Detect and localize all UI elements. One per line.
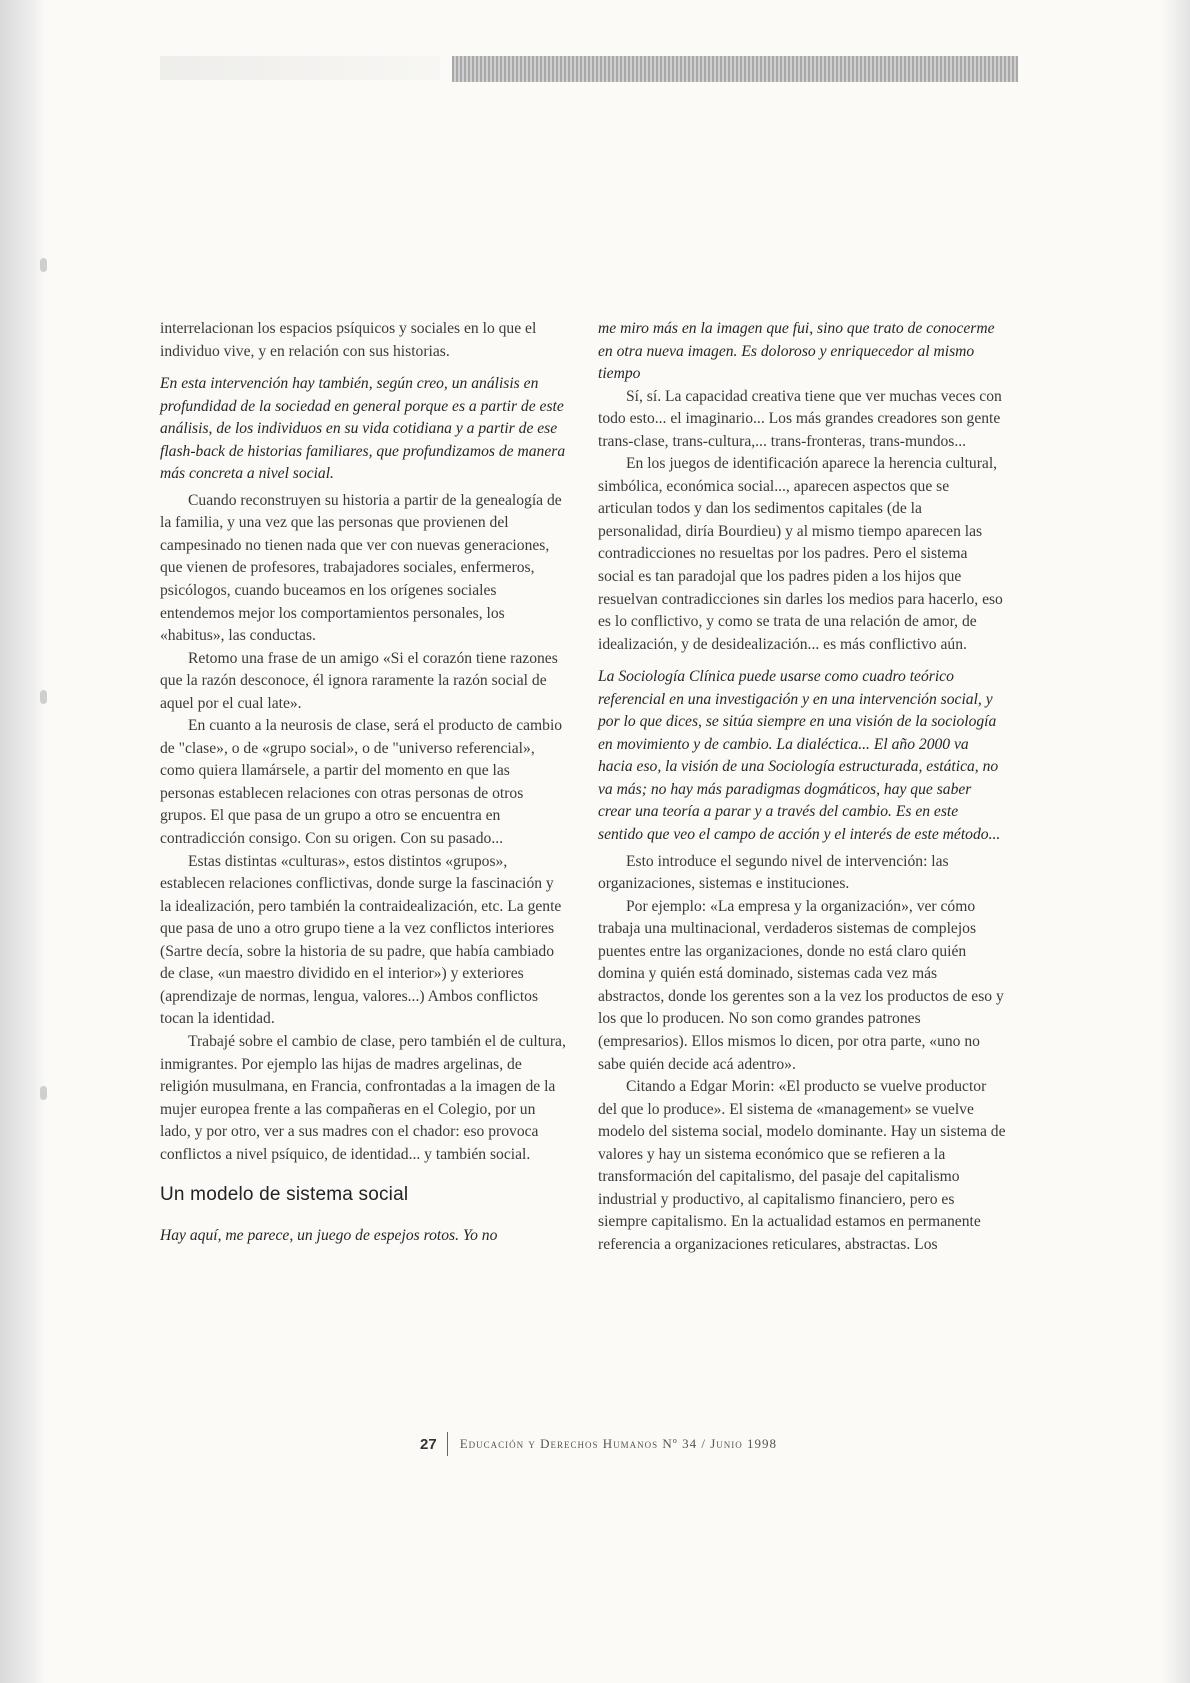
paragraph: Esto introduce el segundo nivel de intervención: las organizaciones, sistemas e instituciones.	[598, 852, 949, 893]
binding-hole	[40, 258, 47, 272]
interview-question: La Sociología Clínica puede usarse como cuadro teórico referencial en una investigación y en una intervención social, y por lo que dices, se sitúa siempre en una visión de la sociología en movimiento y de cambio. La dialéctica... El año 2000 va hacia eso, la visión de una Sociología estructurada, estática, no va más; no hay más paradigmas dogmáticos, hay que saber crear una teoría a parar y a través del cambio. Es en este sentido que veo el campo de acción y el interés de este método...	[598, 668, 1001, 844]
paragraph: Por ejemplo: «La empresa y la organización», ver cómo trabaja una multinacional, verdaderos sistemas de complejos puentes entre las organizaciones, donde no está claro quién domina y quién está dominado, sistemas cada vez más abstractos, donde los gerentes son a la vez los productos de eso y los que lo producen. No son como grandes patrones (empresarios). Ellos mismos lo dicen, por otra parte, «uno no sabe quién decide acá adentro».	[598, 897, 1004, 1073]
page-binding-shadow	[0, 0, 46, 1683]
page-edge-shadow	[1162, 0, 1190, 1683]
paragraph: Retomo una frase de un amigo «Si el corazón tiene razones que la razón desconoce, él ignora raramente la razón social de aquel por el cual late».	[160, 649, 558, 712]
paragraph: Cuando reconstruyen su historia a partir de la genealogía de la familia, y una vez que las personas que provienen del campesinado no tienen nada que ver con nuevas generaciones, que vienen de profesores, trabajadores sociales, enfermeros, psicólogos, cuando buceamos en los orígenes sociales entendemos mejor los comportamientos personales, los «habitus», las conductas.	[160, 491, 562, 645]
header-decorative-band	[452, 56, 1018, 82]
paragraph: interrelacionan los espacios psíquicos y sociales en lo que el individuo vive, y en relación con sus historias.	[160, 320, 537, 360]
interview-question: Hay aquí, me parece, un juego de espejos rotos. Yo no	[160, 1226, 498, 1244]
paragraph: En cuanto a la neurosis de clase, será el producto de cambio de "clase», o de «grupo social», o de "universo referencial», como quiera llamársele, a partir del momento en que las personas establecen relaciones con otras personas de otros grupos. El que pasa de un grupo a otro se encuentra en contradicción consigo. Con su origen. Con su pasado...	[160, 717, 563, 848]
paragraph: En los juegos de identificación aparece la herencia cultural, simbólica, económica social..., aparecen aspectos que se articulan todos y dan los sedimentos capitales (de la personalidad, diría Bourdieu) y al mismo tiempo aparecen las contradicciones no resueltas por los padres. Pero el sistema social es tan paradojal que los padres piden a los hijos que resuelvan contradicciones sin darles los medios para hacerlo, eso es lo conflictivo, y como se trata de una relación de amor, de idealización, y de desidealización... es más conflictivo aún.	[598, 455, 1003, 653]
binding-hole	[40, 690, 47, 704]
footer-divider	[447, 1432, 448, 1456]
left-column	[160, 318, 568, 1247]
publication-info: Educación y Derechos Humanos Nº 34 / Junio 1998	[459, 1436, 778, 1451]
paragraph: Sí, sí. La capacidad creativa tiene que ver muchas veces con todo esto... el imaginario... Los más grandes creadores son gente trans-clase, trans-cultura,... trans-fronteras, trans-mundos...	[598, 387, 1002, 450]
page-number: 27	[420, 1435, 437, 1453]
section-heading: Un modelo de sistema social	[160, 1184, 409, 1206]
paragraph: Estas distintas «culturas», estos distintos «grupos», establecen relaciones conflictivas, donde surge la fascinación y la idealización, pero también la contraidealización, etc. La gente que pasa de uno a otro grupo tiene a la vez conflictos interiores (Sartre decía, sobre la historia de su padre, que había cambiado de clase, «un maestro dividido en el interior») y exteriores (aprendizaje de normas, lengua, valores...) Ambos conflictos tocan la identidad.	[160, 852, 562, 1028]
interview-question: En esta intervención hay también, según creo, un análisis en profundidad de la sociedad en general porque es a partir de este análisis, de los individuos en su vida cotidiana y a partir de ese flash-back de historias familiares, que profundizamos de manera más concreta a nivel social.	[160, 375, 566, 483]
right-column	[598, 318, 1006, 1256]
interview-question-continued: me miro más en la imagen que fui, sino que trato de conocerme en otra nueva imagen. Es doloroso y enriquecedor al mismo tiempo	[598, 320, 995, 383]
paragraph: Trabajé sobre el cambio de clase, pero también el de cultura, inmigrantes. Por ejemplo las hijas de madres argelinas, de religión musulmana, en Francia, confrontadas a la imagen de la mujer europea frente a las compañeras en el Colegio, por un lado, y por otro, ver a sus madres con el chador: eso provoca conflictos a nivel psíquico, de identidad... y también social.	[160, 1032, 566, 1163]
binding-hole	[40, 1086, 47, 1100]
page-footer	[420, 1432, 777, 1456]
header-faint-band	[160, 56, 440, 80]
paragraph: Citando a Edgar Morin: «El producto se vuelve productor del que lo produce». El sistema de «management» se vuelve modelo del sistema social, modelo dominante. Hay un sistema de valores y hay un sistema económico que se refieren a la transformación del capitalismo, del pasaje del capitalismo industrial y productivo, al capitalismo financiero, pero es siempre capitalismo. En la actualidad estamos en permanente referencia a organizaciones reticulares, abstractas. Los	[598, 1078, 1006, 1253]
